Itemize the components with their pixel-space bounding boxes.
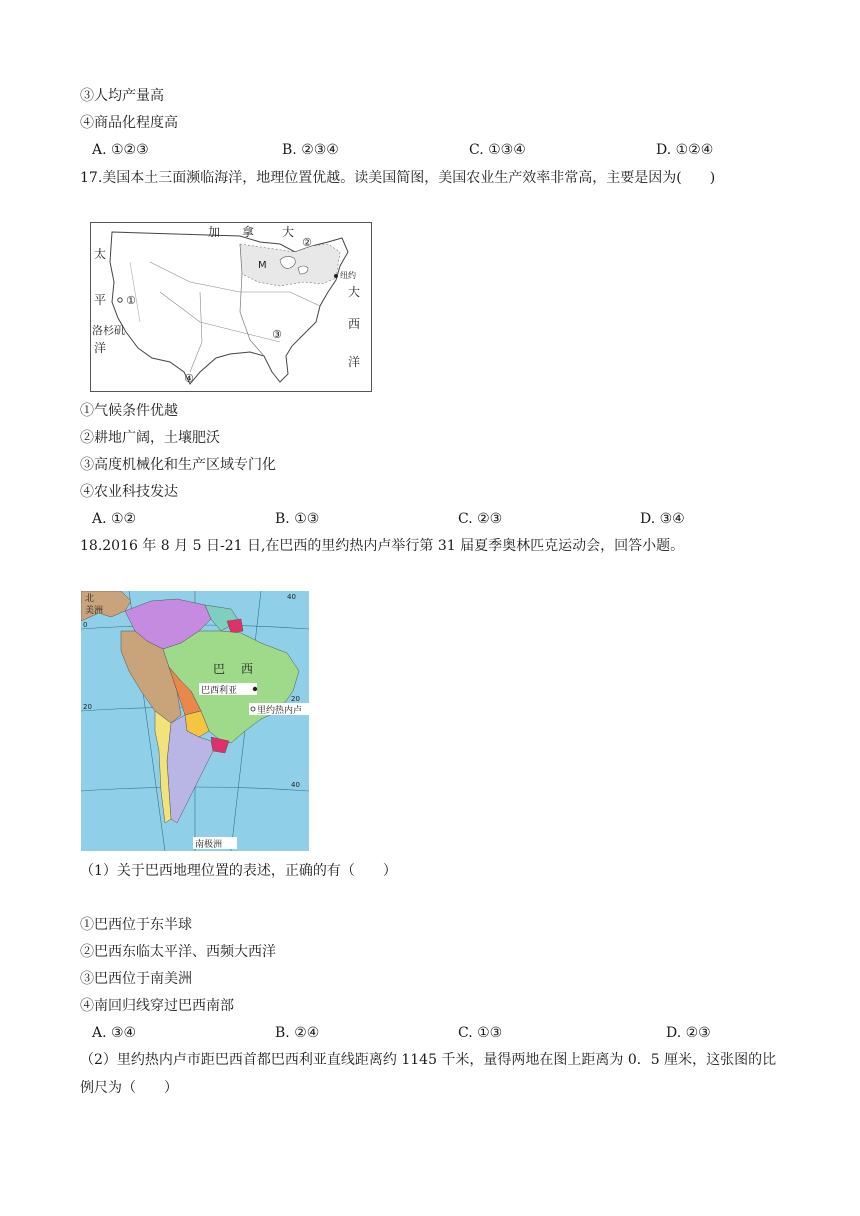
usa-map-label-ny: 纽约: [340, 271, 356, 280]
usa-map: [90, 222, 372, 392]
sa-map-lat-20: 20: [83, 703, 92, 711]
q16-option-d[interactable]: D. ①②④: [656, 142, 714, 158]
q17-option-c[interactable]: C. ②③: [458, 511, 503, 527]
q18-sub1-item-3: ③巴西位于南美洲: [80, 971, 192, 987]
usa-map-label-da2: 大: [348, 285, 361, 299]
q16-item-4: ④商品化程度高: [80, 115, 178, 131]
q18-sub1-options: [92, 1023, 792, 1043]
q18-sub1-option-c[interactable]: C. ①③: [458, 1025, 503, 1041]
sa-map-label-meizhou: 美洲: [85, 606, 104, 616]
usa-map-label-1: ①: [126, 294, 136, 307]
usa-map-label-jia: 加: [208, 225, 221, 239]
q16-options: [92, 140, 792, 160]
usa-map-label-3: ③: [272, 328, 282, 341]
usa-map-label-yang2: 洋: [348, 355, 361, 369]
q18-sub1-option-a[interactable]: A. ③④: [92, 1025, 137, 1041]
q18-stem: 18.2016 年 8 月 5 日-21 日,在巴西的里约热内卢举行第 31 届夏季奥林匹克运动会，回答小题。: [80, 538, 685, 554]
q18-sub1-item-1: ①巴西位于东半球: [80, 917, 192, 933]
q16-option-b[interactable]: B. ②③④: [282, 142, 339, 158]
usa-map-label-2: ②: [302, 236, 312, 249]
sa-map-label-ba: 巴: [213, 662, 226, 676]
q17-option-a[interactable]: A. ①②: [92, 511, 137, 527]
sa-map-label-xi: 西: [241, 662, 254, 676]
q17-item-2: ②耕地广阔，土壤肥沃: [80, 430, 220, 446]
sa-map-label-rio: 里约热内卢: [257, 706, 303, 716]
usa-map-label-ping: 平: [94, 293, 107, 307]
q18-sub1-option-b[interactable]: B. ②④: [275, 1025, 320, 1041]
q17-option-b[interactable]: B. ①③: [275, 511, 320, 527]
usa-map-label-xi: 西: [348, 317, 361, 331]
q18-sub1-stem: （1）关于巴西地理位置的表述，正确的有（ ）: [80, 863, 397, 879]
sa-map-lat-0: 0: [83, 621, 88, 629]
q18-sub2-stem: （2）里约热内卢市距巴西首都巴西利亚直线距离约 1145 千米，量得两地在图上距离为 0．5 厘米，这张图的比例尺为（ ）: [80, 1052, 777, 1096]
usa-map-label-na: 拿: [242, 225, 255, 239]
q17-options: [92, 509, 792, 529]
q17-stem: 17.美国本土三面濒临海洋，地理位置优越。读美国简图，美国农业生产效率非常高，主要是因为( ): [80, 170, 716, 186]
q16-option-a[interactable]: A. ①②③: [92, 142, 149, 158]
usa-map-label-la: 洛杉矶: [92, 324, 125, 337]
q16-option-c[interactable]: C. ①③④: [469, 142, 526, 158]
south-america-map: [81, 591, 309, 851]
q18-sub1-item-4: ④南回归线穿过巴西南部: [80, 998, 234, 1014]
q18-sub1-item-2: ②巴西东临太平洋、西频大西洋: [80, 944, 276, 960]
q16-item-3: ③人均产量高: [80, 88, 164, 104]
sa-map-label-brasilia: 巴西利亚: [201, 686, 238, 696]
q17-item-1: ①气候条件优越: [80, 403, 178, 419]
usa-map-label-4: ④: [184, 372, 194, 385]
usa-map-label-da: 大: [282, 225, 295, 239]
usa-map-label-tai: 太: [94, 247, 107, 261]
sa-map-label-bei: 北: [85, 594, 95, 604]
sa-map-lat-20-right: 20: [291, 695, 300, 703]
q17-item-4: ④农业科技发达: [80, 484, 178, 500]
sa-map-label-antarctica: 南极洲: [195, 840, 223, 850]
sa-map-lat-40-right: 40: [291, 781, 300, 789]
usa-map-label-yang: 洋: [94, 341, 107, 355]
usa-map-label-m: M: [258, 260, 267, 271]
q17-item-3: ③高度机械化和生产区域专门化: [80, 457, 276, 473]
sa-map-lon-40: 40: [287, 593, 296, 601]
q18-sub1-option-d[interactable]: D. ②③: [666, 1025, 711, 1041]
q17-option-d[interactable]: D. ③④: [640, 511, 685, 527]
